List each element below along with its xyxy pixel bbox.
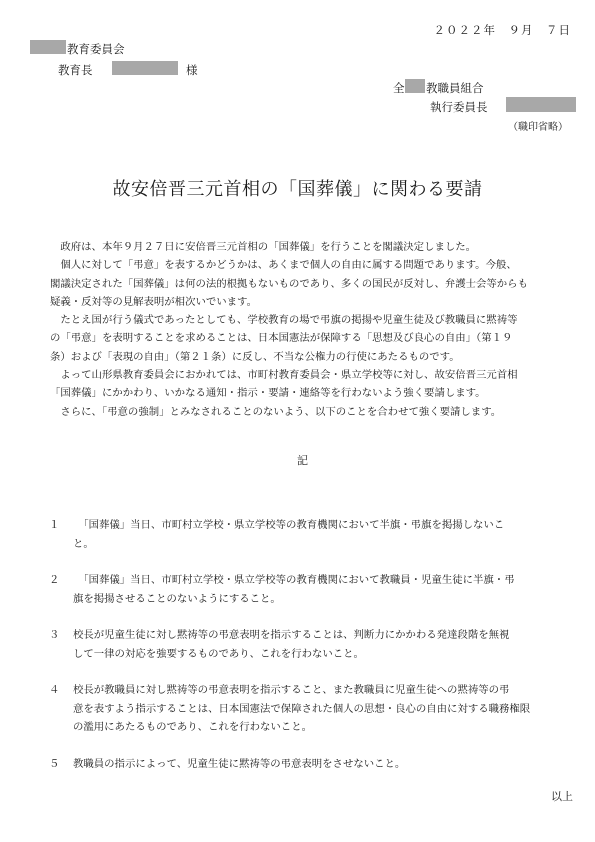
body-line: さらに、「弔意の強制」とみなされることのないよう、以下のことを合わせて強く要請します。	[50, 405, 502, 418]
body-line: よって山形県教育委員会におかれては、市町村教育委員会・県立学校等に対し、故安倍晋三元首相	[50, 369, 518, 382]
redaction-block	[112, 61, 178, 75]
item-number: ４	[49, 684, 60, 696]
document-date: ２０２２年 ９月 ７日	[433, 23, 571, 37]
body-line: 個人に対して「弔意」を表するかどうかは、あくまで個人の自由に属する問題であります。今般、	[50, 259, 517, 272]
item-line: と。	[73, 537, 94, 550]
list-item	[49, 681, 559, 737]
item-line: 「国葬儀」当日、市町村立学校・県立学校等の教育機関において教職員・児童生徒に半旗・弔	[73, 574, 515, 586]
redaction-block	[405, 79, 425, 93]
body-line: 条）および「表現の自由」（第２１条）に反し、不当な公権力の行使にあたるものです。	[50, 350, 460, 363]
recipient-title: 教育長	[58, 63, 93, 77]
sender-org-prefix: 全	[393, 81, 405, 95]
item-number: ３	[49, 629, 60, 641]
item-line: 「国葬儀」当日、市町村立学校・県立学校等の教育機関において半旗・弔旗を掲揚しないこ	[73, 519, 505, 531]
item-line: の濫用にあたるものであり、これを行わないこと。	[73, 721, 312, 733]
body-text	[50, 238, 555, 421]
seal-note: （職印省略）	[508, 122, 568, 133]
list-item	[49, 571, 559, 608]
item-line: して一律の対応を強要するものであり、これを行わないこと。	[73, 647, 364, 660]
body-line: 疑義・反対等の見解表明が相次いでいます。	[50, 295, 257, 308]
list-item	[49, 626, 559, 663]
document-title: 故安倍晋三元首相の「国葬儀」に関わる要請	[112, 179, 483, 200]
list-item	[49, 516, 559, 553]
item-line: 教職員の指示によって、児童生徒に黙祷等の弔意表明をさせないこと。	[73, 757, 406, 770]
recipient-honorific: 様	[186, 63, 198, 77]
closing-mark: 以上	[551, 790, 573, 803]
item-line: 意を表すよう指示することは、日本国憲法で保障された個人の思想・良心の自由に対する職務権限	[73, 702, 531, 715]
item-line: 旗を掲揚させることのないようにすること。	[73, 592, 281, 605]
body-line: 政府は、本年９月２７日に安倍晋三元首相の「国葬儀」を行うことを閣議決定しました。	[50, 241, 477, 253]
redaction-block	[506, 97, 576, 112]
ki-heading: 記	[297, 454, 308, 467]
body-line: 閣議決定された「国葬儀」は何の法的根拠もないものであり、多くの国民が反対し、弁護士会等からも	[50, 277, 528, 290]
item-line: 校長が教職員に対し黙祷等の弔意表明を指示すること、また教職員に児童生徒への黙祷等の弔	[73, 684, 510, 696]
body-line: の「弔意」を表明することを求めることは、日本国憲法が保障する「思想及び良心の自由」（第１９	[50, 332, 513, 345]
item-number: ２	[49, 574, 60, 586]
body-line: たとえ国が行う儀式であったとしても、学校教育の場で弔旗の掲揚や児童生徒及び教職員に黙祷等	[50, 314, 518, 327]
item-number: １	[49, 519, 60, 531]
sender-title: 執行委員長	[430, 100, 488, 114]
list-item	[49, 755, 559, 774]
item-line: 校長が児童生徒に対し黙祷等の弔意表明を指示することは、判断力にかかわる発達段階を無視	[73, 629, 510, 641]
item-number: ５	[49, 757, 60, 770]
sender-org-suffix: 教職員組合	[426, 81, 484, 95]
body-line: 「国葬儀」にかかわり、いかなる通知・指示・要請・連絡等を行わないよう強く要請します。	[50, 387, 486, 400]
redaction-block	[30, 40, 66, 54]
request-list	[49, 516, 559, 791]
recipient-line1: 教育委員会	[67, 42, 125, 56]
